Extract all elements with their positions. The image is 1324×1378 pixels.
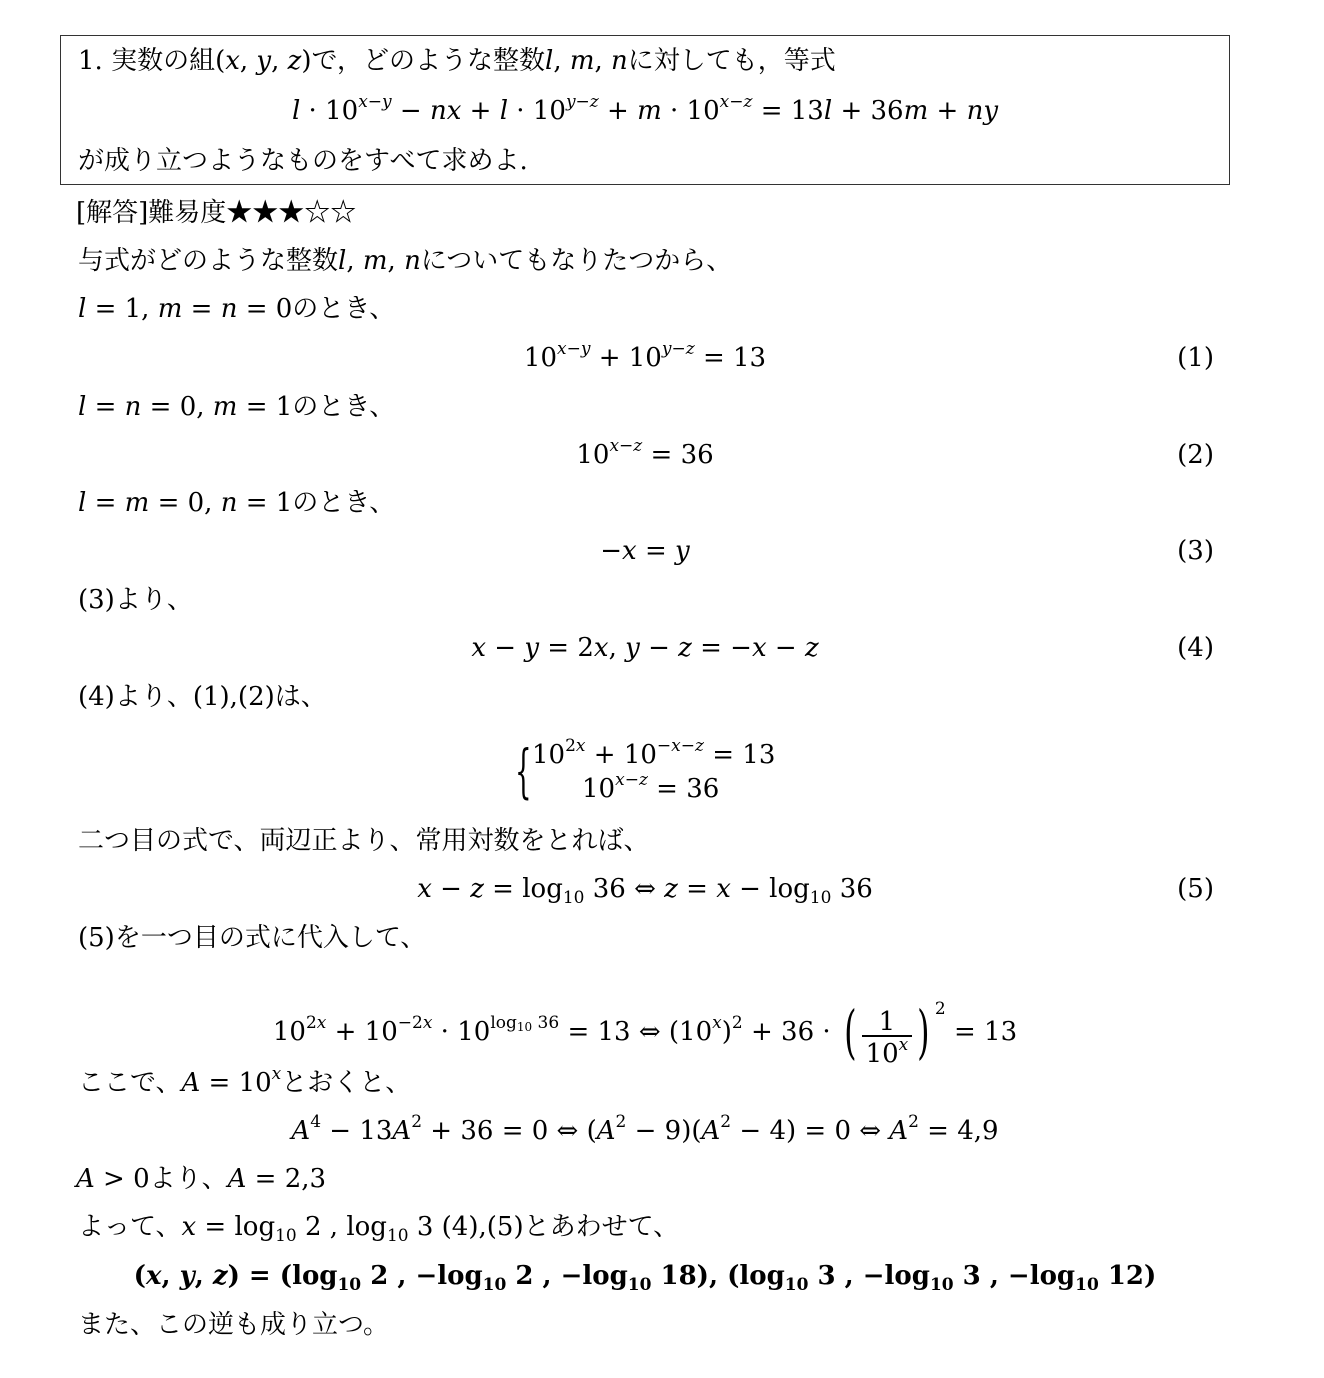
case1-text: l = 1, m = n = 0のとき、 [78, 294, 396, 324]
set-a-text: ここで、$A = 10^x$とおくと、 [78, 1064, 412, 1098]
system-brace: { [515, 737, 532, 805]
final-answer: (x, y, $z) = (\log_{10}$ 2 , $-\log_{10}$ 2 , $-\log_{10}$ 18), ($\log_{10}$ 3 , $-\log_{10}$ 3 , $-\log_{10}$ 12) [133, 1261, 1157, 1295]
equation-number-5: (5) [1177, 874, 1214, 904]
equation-4: x − y = 2x, y − z = −x − z [471, 633, 819, 663]
equation-number-2: (2) [1177, 440, 1214, 470]
a-positive-text: A > 0より、A = 2,3 [76, 1164, 327, 1194]
therefore-text: よって、$x = \log_{10} 2$ , $\log_{10} 3$ (4),(5)とあわせて、 [78, 1212, 680, 1246]
difficulty-label: [解答]難易度 [76, 198, 227, 228]
equation-number-1: (1) [1177, 343, 1214, 373]
system-equation-a: $10^{2x} + 10^{-x-z} = 13$ [532, 736, 776, 770]
equation-3: −x = y [600, 536, 690, 566]
equation-number-4: (4) [1177, 633, 1214, 663]
substitute-text: (5)を一つ目の式に代入して、 [78, 923, 427, 953]
difficulty-stars: ★★★☆☆ [226, 198, 357, 228]
problem-statement-line3: が成り立つようなものをすべて求めよ. [78, 146, 528, 176]
case2-text: l = n = 0, m = 1のとき、 [78, 392, 396, 422]
from3-text: (3)より、 [78, 585, 193, 615]
system-equation-b: $10^{x-z} = 36$ [582, 770, 720, 804]
from4-text: (4)より、(1),(2)は、 [78, 682, 327, 712]
equation-7: $A^4 - 13A^2 + 36 = 0$ ⇔ $(A^2 - 9)(A^2 - 4) = 0$ ⇔ $A^2 = 4,9$ [291, 1112, 999, 1146]
equation-6: $10^{2x} + 10^{-2x} \cdot 10^{log_{10} 36} = 13$ ⇔ $(10^x)^2 + 36$ · ( $\frac{1}{10^x}$ ) $^2$ = 13 [272, 998, 1018, 1069]
equation-number-3: (3) [1177, 536, 1214, 566]
converse-text: また、この逆も成り立つ。 [78, 1310, 389, 1340]
second-eq-text: 二つ目の式で、両辺正より、常用対数をとれば、 [78, 826, 650, 856]
difficulty-line [76, 200, 356, 226]
solution-intro: 与式がどのような整数l, m, nについてもなりたつから、 [78, 246, 733, 276]
problem-equation: $l \cdot 10^{x-y}$ − nx + $l \cdot 10^{y-z} + m \cdot 10^{x-z} = 13l + 36m$ + ny [291, 92, 999, 126]
problem-statement-line1: 1. 実数の組(x, y, z)で，どのような整数l, m, nに対しても，等式 [78, 46, 836, 76]
equation-2: $10^{x-z} = 36$ [576, 436, 714, 470]
case3-text: l = m = 0, n = 1のとき、 [78, 488, 396, 518]
equation-1: $10^{x-y} + 10^{y-z} = 13$ [523, 339, 767, 373]
equation-5: $x - z = \log_{10} 36$ ⇔ $z = x - \log_{10} 36$ [417, 874, 873, 908]
